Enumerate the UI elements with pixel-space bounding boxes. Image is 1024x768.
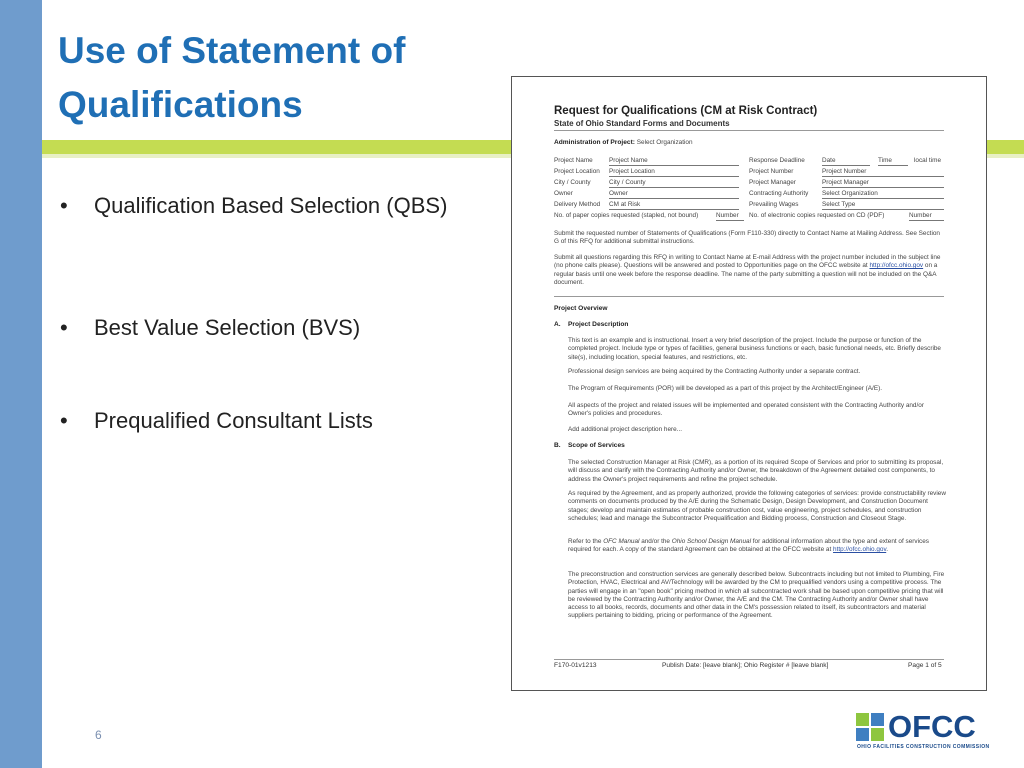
bullet-text: Best Value Selection (BVS) — [94, 315, 361, 340]
ofcc-logo-icon — [856, 713, 884, 741]
doc-b3-text: . — [886, 546, 888, 554]
doc-footer-page: Page 1 of 5 — [908, 662, 942, 669]
doc-time-value: Time — [878, 157, 908, 166]
doc-field-value: Date — [822, 157, 870, 166]
doc-rule — [554, 130, 944, 131]
doc-questions-text: on a regular basis until one week before the response deadline. The name of the party submitting a question will not be included on the Q&A document. — [554, 262, 938, 286]
bullet-text: Prequalified Consultant Lists — [94, 408, 373, 433]
doc-field-label: Project Manager — [749, 179, 796, 186]
doc-field-row — [554, 157, 954, 168]
doc-questions-paragraph — [554, 254, 946, 287]
doc-ofcc-link: http://ofcc.ohio.gov — [869, 262, 924, 270]
doc-field-row — [554, 212, 954, 223]
doc-field-value: Project Name — [609, 157, 739, 166]
slide-page-number: 6 — [95, 728, 102, 742]
bullet-dot-icon: • — [60, 408, 68, 433]
bullet-item — [58, 405, 464, 437]
doc-field-label: Project Number — [749, 168, 794, 175]
doc-subtitle: State of Ohio Standard Forms and Documents — [554, 119, 730, 128]
doc-title: Request for Qualifications (CM at Risk Contract) — [554, 105, 818, 117]
slide-title-line2: Qualifications — [58, 84, 303, 125]
doc-a-paragraph: Professional design services are being acquired by the Contracting Authority under a separate contract. — [568, 368, 861, 375]
doc-electronic-copies-label: No. of electronic copies requested on CD (PDF) — [749, 212, 885, 219]
doc-field-value: Project Number — [822, 168, 944, 177]
bullet-dot-icon: • — [60, 315, 68, 340]
doc-local-time: local time — [914, 157, 941, 164]
doc-field-value: City / County — [609, 179, 739, 188]
doc-b3-text: for additional information about the type and extent of services required for each. A copy of the standard Agreement can be obtained at the OFCC website at — [568, 538, 929, 554]
doc-field-label: Project Location — [554, 168, 600, 175]
doc-field-value: Owner — [609, 190, 739, 199]
bullet-text: Qualification Based Selection (QBS) — [94, 193, 448, 218]
doc-field-label: Contracting Authority — [749, 190, 809, 197]
doc-field-row — [554, 190, 954, 201]
doc-field-value: Project Manager — [822, 179, 944, 188]
bullet-dot-icon: • — [60, 193, 68, 218]
doc-b3-text: and/or the — [641, 538, 670, 545]
doc-field-label: Delivery Method — [554, 201, 601, 208]
bullet-item — [58, 190, 464, 222]
doc-field-value: CM at Risk — [609, 201, 739, 210]
doc-section-b-letter: B. — [554, 442, 561, 449]
doc-admin-label: Administration of Project: — [554, 139, 635, 146]
doc-submit-paragraph: Submit the requested number of Statements of Qualifications (Form F110-330) directly to Contact Name at Mailing Address. See Section G of this RFQ for additional submittal instructions. — [554, 230, 940, 246]
doc-paper-copies-label: No. of paper copies requested (stapled, not bound) — [554, 212, 699, 219]
doc-rule — [554, 296, 944, 297]
ofcc-logo-tagline: OHIO FACILITIES CONSTRUCTION COMMISSION — [857, 744, 990, 750]
doc-footer-rule — [554, 659, 944, 660]
doc-section-a-title: Project Description — [568, 321, 629, 328]
doc-field-value: Select Organization — [822, 190, 944, 199]
doc-field-row — [554, 168, 954, 179]
slide-title-line1: Use of Statement of — [58, 30, 406, 71]
doc-b-paragraph: The selected Construction Manager at Risk (CMR), as a portion of its required Scope of Services and prior to submitting its proposal, will discuss and clarify with the Contracting Authority and/or Owner, the breakdown of the Agreement detailed cost components, to address the Owner's project requirements and refine the project schedule. — [568, 459, 944, 483]
doc-field-label: City / County — [554, 179, 591, 186]
doc-section-b-title: Scope of Services — [568, 442, 625, 449]
rfq-document-image — [511, 76, 987, 691]
ofcc-logo-wordmark: OFCC — [888, 709, 976, 744]
slide-title — [58, 24, 488, 132]
doc-questions-text: Submit all questions regarding this RFQ in writing to Contact Name at E-mail Address with the project number included in the subject line (no phone calls please). Questions will be answered and posted to Opportunities page on the OFCC website at — [554, 254, 941, 270]
doc-ofcc-link: http://ofcc.ohio.gov — [833, 546, 887, 554]
doc-b3-text: Refer to the — [568, 538, 602, 545]
doc-b3-manual: Ohio School Design Manual — [671, 538, 751, 545]
doc-a-paragraph: All aspects of the project and related issues will be implemented and operated consistent with the Contracting Authority and/or Owner's policies and procedures. — [568, 402, 924, 418]
doc-field-label: Prevailing Wages — [749, 201, 799, 208]
doc-b-paragraph: As required by the Agreement, and as properly authorized, provide the following categories of services: provide constructability review comments on documents produced by the A/E during the Schematic Design, Design Development, and Construction Document stages; develop and maintain estimates of probable construction cost, value engineering, project schedules, and construction schedules; lead and manage the Subcontractor Prequalification and Bidding process, Construction and Closeout Stage. — [568, 490, 946, 522]
doc-a-paragraph: Add additional project description here... — [568, 426, 683, 433]
doc-footer-publish: Publish Date: [leave blank]; Ohio Register # [leave blank] — [662, 662, 829, 669]
doc-b3-manual: OFC Manual — [603, 538, 640, 545]
doc-a-paragraph: This text is an example and is instructional. Insert a very brief description of the project. Include the purpose or function of the completed project. Include type or types of facilities, general business functions or each, basic functional needs, etc. Briefly describe site(s), including location, special features, and restrictions, etc. — [568, 337, 941, 361]
doc-field-label: Project Name — [554, 157, 593, 164]
left-accent-bar — [0, 0, 42, 768]
doc-field-row — [554, 201, 954, 212]
doc-field-label: Owner — [554, 190, 573, 197]
doc-b-paragraph: The preconstruction and construction services are generally described below. Subcontracts including but not limited to Plumbing, Fire Protection, HVAC, Electrical and AV/Technology will be awarded by the CM to prequalified vendors using a competitive process. The parties will engage in an "open book" pricing method in which all subcontracted work shall be based upon competitive pricing that will be reviewed by the Contracting Authority and/or Owner, the A/E and the CM. The Contracting Authority and/or Owner shall have access to all books, records, documents and other data in the CM's possession related to itself, its subcontractors and material suppliers pertaining to bidding, pricing or performance of the Agreement. — [568, 571, 945, 620]
doc-overview-heading: Project Overview — [554, 305, 608, 312]
doc-field-label: Response Deadline — [749, 157, 805, 164]
doc-admin-line — [554, 139, 693, 147]
doc-field-value: Select Type — [822, 201, 944, 210]
doc-footer-form-id: F170-01v1213 — [554, 662, 597, 669]
doc-field-row — [554, 179, 954, 190]
doc-paper-copies-value: Number — [716, 212, 744, 221]
doc-admin-value: Select Organization — [636, 139, 693, 146]
bullet-item — [58, 312, 464, 344]
doc-field-value: Project Location — [609, 168, 739, 177]
doc-b-paragraph — [568, 538, 946, 555]
doc-section-a-letter: A. — [554, 321, 561, 328]
doc-a-paragraph: The Program of Requirements (POR) will be developed as a part of this project by the Architect/Engineer (A/E). — [568, 385, 882, 392]
doc-fields — [554, 157, 954, 223]
doc-electronic-copies-value: Number — [909, 212, 944, 221]
